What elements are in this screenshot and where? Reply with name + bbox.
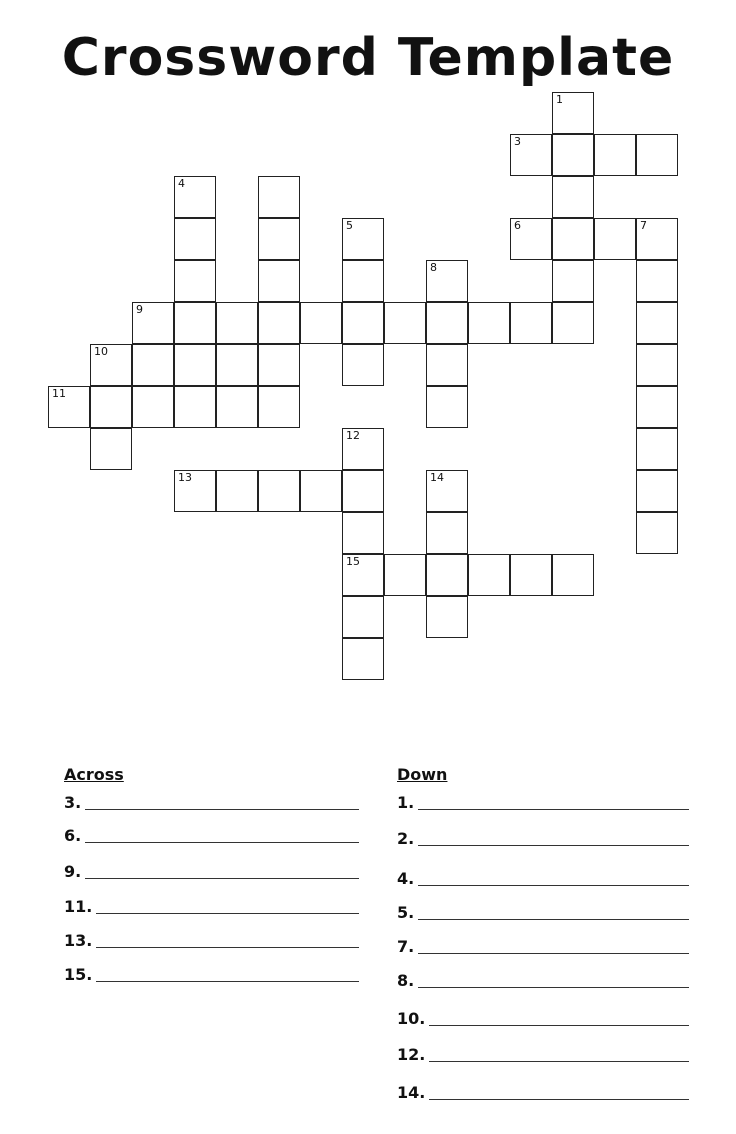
down-clue-7 [397,1005,689,1029]
grid-cell[interactable] [636,470,678,512]
answer-line[interactable] [85,841,359,843]
clue-label: 14. [397,1083,426,1102]
grid-cell[interactable] [552,554,594,596]
grid-cell[interactable] [300,470,342,512]
clue-label: 10. [397,1009,426,1028]
grid-cell[interactable] [384,554,426,596]
answer-line[interactable] [85,808,359,810]
across-clue-4 [64,893,359,917]
grid-cell[interactable] [258,176,300,218]
grid-cell[interactable] [426,554,468,596]
grid-cell[interactable] [552,302,594,344]
grid-cell[interactable] [510,134,552,176]
grid-cell[interactable] [258,218,300,260]
grid-cell[interactable] [636,344,678,386]
grid-cell[interactable] [342,260,384,302]
across-clue-2 [64,822,359,846]
grid-cell[interactable] [90,428,132,470]
clue-label: 15. [64,965,93,984]
grid-cell[interactable] [132,386,174,428]
grid-cell[interactable] [300,302,342,344]
down-clue-4 [397,899,689,923]
grid-cell[interactable] [468,554,510,596]
across-clue-6 [64,961,359,985]
clue-number: 10 [94,345,108,358]
answer-line[interactable] [418,884,689,886]
answer-line[interactable] [96,946,359,948]
answer-line[interactable] [429,1098,689,1100]
grid-cell[interactable] [342,218,384,260]
down-heading: Down [397,765,448,784]
grid-cell[interactable] [342,344,384,386]
grid-cell[interactable] [510,302,552,344]
grid-cell[interactable] [258,344,300,386]
clue-label: 1. [397,793,415,812]
across-heading: Across [64,765,124,784]
grid-cell[interactable] [132,344,174,386]
grid-cell[interactable] [342,302,384,344]
answer-line[interactable] [429,1060,689,1062]
grid-cell[interactable] [216,470,258,512]
grid-cell[interactable] [342,470,384,512]
grid-cell[interactable] [426,596,468,638]
across-clue-1 [64,789,359,813]
grid-cell[interactable] [426,470,468,512]
answer-line[interactable] [418,918,689,920]
clue-label: 8. [397,971,415,990]
clue-number: 5 [346,219,353,232]
grid-cell[interactable] [552,92,594,134]
clue-label: 4. [397,869,415,888]
clue-label: 6. [64,826,82,845]
clue-number: 4 [178,177,185,190]
grid-cell[interactable] [174,176,216,218]
grid-cell[interactable] [342,554,384,596]
grid-cell[interactable] [174,218,216,260]
page-title: Crossword Template [61,28,675,88]
grid-cell[interactable] [132,302,174,344]
grid-cell[interactable] [174,302,216,344]
grid-cell[interactable] [510,554,552,596]
grid-cell[interactable] [258,260,300,302]
grid-cell[interactable] [552,134,594,176]
clue-number: 8 [430,261,437,274]
answer-line[interactable] [429,1024,689,1026]
grid-cell[interactable] [174,260,216,302]
grid-cell[interactable] [342,638,384,680]
clue-number: 6 [514,219,521,232]
answer-line[interactable] [96,980,359,982]
clue-number: 1 [556,93,563,106]
grid-cell[interactable] [468,302,510,344]
down-clue-5 [397,933,689,957]
grid-cell[interactable] [426,386,468,428]
answer-line[interactable] [418,986,689,988]
grid-cell[interactable] [426,302,468,344]
answer-line[interactable] [418,952,689,954]
clue-label: 9. [64,862,82,881]
grid-cell[interactable] [426,512,468,554]
clue-number: 12 [346,429,360,442]
grid-cell[interactable] [174,344,216,386]
down-clue-6 [397,967,689,991]
grid-cell[interactable] [552,260,594,302]
clue-number: 3 [514,135,521,148]
grid-cell[interactable] [216,386,258,428]
grid-cell[interactable] [594,134,636,176]
grid-cell[interactable] [174,386,216,428]
clue-label: 2. [397,829,415,848]
clue-number: 11 [52,387,66,400]
grid-cell[interactable] [90,344,132,386]
clue-label: 5. [397,903,415,922]
across-clue-5 [64,927,359,951]
clue-label: 3. [64,793,82,812]
grid-cell[interactable] [426,344,468,386]
answer-line[interactable] [96,912,359,914]
grid-cell[interactable] [342,596,384,638]
grid-cell[interactable] [342,428,384,470]
grid-cell[interactable] [552,218,594,260]
down-clue-9 [397,1079,689,1103]
grid-cell[interactable] [510,218,552,260]
down-clue-8 [397,1041,689,1065]
grid-cell[interactable] [636,428,678,470]
grid-cell[interactable] [258,386,300,428]
grid-cell[interactable] [90,386,132,428]
clue-number: 7 [640,219,647,232]
grid-cell[interactable] [636,512,678,554]
clue-label: 7. [397,937,415,956]
grid-cell[interactable] [342,512,384,554]
grid-cell[interactable] [48,386,90,428]
clue-number: 9 [136,303,143,316]
grid-cell[interactable] [258,470,300,512]
grid-cell[interactable] [636,386,678,428]
answer-line[interactable] [85,877,359,879]
grid-cell[interactable] [216,302,258,344]
clue-number: 13 [178,471,192,484]
grid-cell[interactable] [636,302,678,344]
answer-line[interactable] [418,844,689,846]
down-clue-3 [397,865,689,889]
grid-cell[interactable] [216,344,258,386]
grid-cell[interactable] [174,470,216,512]
grid-cell[interactable] [636,218,678,260]
grid-cell[interactable] [384,302,426,344]
across-clue-3 [64,858,359,882]
grid-cell[interactable] [552,176,594,218]
clue-label: 12. [397,1045,426,1064]
grid-cell[interactable] [636,260,678,302]
clue-number: 14 [430,471,444,484]
answer-line[interactable] [418,808,689,810]
clue-label: 11. [64,897,93,916]
grid-cell[interactable] [258,302,300,344]
down-clue-2 [397,825,689,849]
grid-cell[interactable] [594,218,636,260]
down-clue-1 [397,789,689,813]
grid-cell[interactable] [636,134,678,176]
clue-label: 13. [64,931,93,950]
grid-cell[interactable] [426,260,468,302]
clue-number: 15 [346,555,360,568]
